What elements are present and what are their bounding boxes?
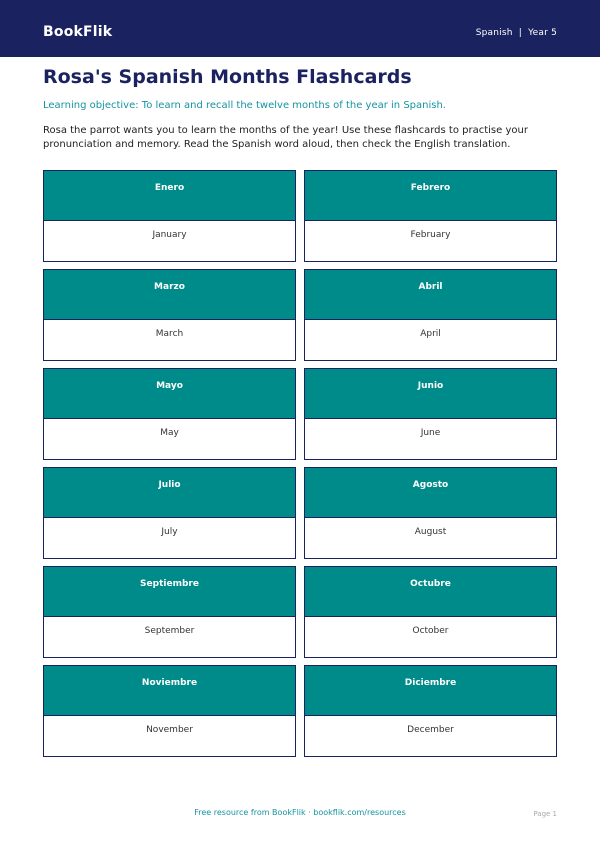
flashcard-english: March [44,319,295,360]
flashcard-grid [43,170,557,757]
flashcard-spanish: Junio [305,369,556,418]
flashcard-english: November [44,715,295,756]
flashcard[interactable] [304,467,557,559]
flashcard-english: February [305,220,556,261]
flashcard-english: May [44,418,295,459]
flashcard[interactable] [304,170,557,262]
subject-year-label: Spanish | Year 5 [475,28,557,38]
flashcard[interactable] [304,269,557,361]
flashcard-english: April [305,319,556,360]
brand-logo[interactable]: BookFlik [43,24,113,40]
learning-objective: Learning objective: To learn and recall the twelve months of the year in Spanish. [43,100,446,111]
page-header [0,0,600,57]
flashcard-spanish: Marzo [44,270,295,319]
flashcard-english: October [305,616,556,657]
flashcard-spanish: Octubre [305,567,556,616]
flashcard[interactable] [43,368,296,460]
flashcard-spanish: Enero [44,171,295,220]
flashcard-spanish: Febrero [305,171,556,220]
flashcard-spanish: Noviembre [44,666,295,715]
flashcard-spanish: Julio [44,468,295,517]
flashcard-english: August [305,517,556,558]
page-number: Page 1 [533,810,557,818]
flashcard[interactable] [43,269,296,361]
flashcard[interactable] [304,566,557,658]
footer-credit-link[interactable]: Free resource from BookFlik · bookflik.com/resources [194,808,406,817]
flashcard-english: July [44,517,295,558]
flashcard-english: January [44,220,295,261]
flashcard[interactable] [304,368,557,460]
flashcard-spanish: Mayo [44,369,295,418]
flashcard-spanish: Diciembre [305,666,556,715]
flashcard[interactable] [43,566,296,658]
flashcard[interactable] [304,665,557,757]
flashcard-spanish: Septiembre [44,567,295,616]
flashcard-spanish: Agosto [305,468,556,517]
flashcard[interactable] [43,170,296,262]
page-title: Rosa's Spanish Months Flashcards [43,66,412,88]
flashcard-english: December [305,715,556,756]
flashcard[interactable] [43,665,296,757]
flashcard-english: September [44,616,295,657]
flashcard[interactable] [43,467,296,559]
flashcard-spanish: Abril [305,270,556,319]
intro-paragraph: Rosa the parrot wants you to learn the months of the year! Use these flashcards to practise your pronunciation and memory. Read the Spanish word aloud, then check the English translation. [43,125,528,150]
flashcard-english: June [305,418,556,459]
